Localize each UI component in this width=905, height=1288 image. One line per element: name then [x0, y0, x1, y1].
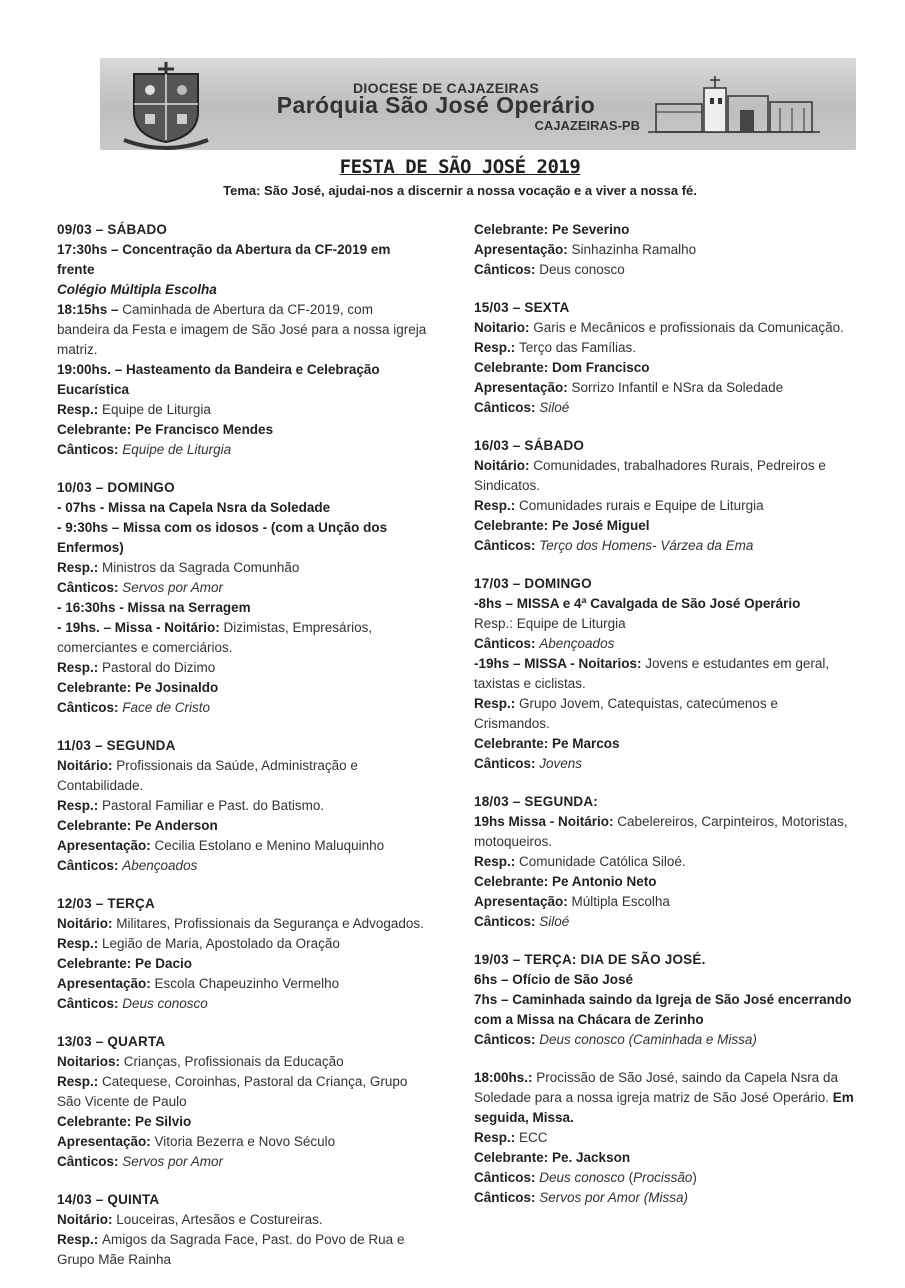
schedule-text: Resp.: — [57, 1074, 103, 1089]
schedule-line — [474, 1188, 854, 1208]
schedule-line — [57, 796, 427, 816]
schedule-text: Cânticos: — [474, 756, 540, 771]
schedule-text: Terço dos Homens- Várzea da Ema — [539, 538, 754, 553]
schedule-text: Terço das Famílias. — [519, 340, 637, 355]
day-heading: 17/03 – DOMINGO — [474, 576, 592, 591]
schedule-line — [57, 518, 427, 558]
schedule-line — [474, 1168, 854, 1188]
schedule-text: Cânticos: — [57, 996, 123, 1011]
schedule-text: Cânticos: — [474, 400, 540, 415]
schedule-text: Face de Cristo — [122, 700, 211, 715]
schedule-line — [474, 456, 854, 496]
schedule-text: Apresentação: — [474, 380, 572, 395]
schedule-text: Garis e Mecânicos e profissionais da Comunicação. — [533, 320, 844, 335]
schedule-text: Celebrante: Pe Severino — [474, 222, 630, 237]
schedule-line — [474, 378, 854, 398]
schedule-text: Celebrante: Pe Silvio — [57, 1114, 192, 1129]
day-heading: 14/03 – QUINTA — [57, 1192, 160, 1207]
day-block — [474, 1068, 854, 1208]
schedule-line — [474, 970, 854, 990]
schedule-text: - 16:30hs - Missa na Serragem — [57, 600, 251, 615]
schedule-text: Apresentação: — [57, 1134, 155, 1149]
day-block — [57, 1190, 427, 1270]
schedule-text: - 9:30hs – Missa com os idosos - (com a Unção dos Enfermos) — [57, 520, 388, 555]
schedule-line — [57, 1210, 427, 1230]
schedule-text: ) — [692, 1170, 697, 1185]
schedule-text: Sorrizo Infantil e NSra da Soledade — [571, 380, 784, 395]
schedule-text: 6hs – Ofício de São José — [474, 972, 634, 987]
schedule-text: Cânticos: — [474, 1170, 540, 1185]
schedule-line — [57, 914, 427, 934]
day-block — [57, 736, 427, 876]
schedule-text: Abençoados — [539, 636, 615, 651]
schedule-line — [57, 658, 427, 678]
schedule-line — [57, 1230, 427, 1270]
schedule-text: 18:00hs.: — [474, 1070, 537, 1085]
schedule-line — [474, 892, 854, 912]
schedule-text: 18:15hs – — [57, 302, 123, 317]
day-block — [57, 1032, 427, 1172]
schedule-line — [57, 240, 427, 280]
schedule-line — [474, 516, 854, 536]
schedule-text: Siloé — [539, 914, 570, 929]
schedule-line — [474, 872, 854, 892]
schedule-line — [474, 694, 854, 734]
schedule-text: -8hs – MISSA e 4ª Cavalgada de São José Operário — [474, 596, 801, 611]
schedule-line — [474, 812, 854, 852]
schedule-text: Servos por Amor — [122, 1154, 224, 1169]
schedule-text: 7hs – Caminhada saindo da Igreja de São José encerrando com a Missa na Chácara de Zerinho — [474, 992, 852, 1027]
schedule-text: Apresentação: — [474, 894, 572, 909]
schedule-text: Resp.: — [474, 340, 520, 355]
day-heading: 10/03 – DOMINGO — [57, 480, 175, 495]
schedule-text: Cânticos: — [57, 858, 123, 873]
schedule-line — [57, 856, 427, 876]
schedule-text: Celebrante: Pe. Jackson — [474, 1150, 631, 1165]
schedule-text: Legião de Maria, Apostolado da Oração — [102, 936, 340, 951]
schedule-line — [57, 1072, 427, 1112]
day-heading: 18/03 – SEGUNDA: — [474, 794, 598, 809]
schedule-line — [474, 912, 854, 932]
schedule-line — [57, 974, 427, 994]
day-heading: 13/03 – QUARTA — [57, 1034, 166, 1049]
parish-name: Paróquia São José Operário — [276, 92, 596, 118]
schedule-text: Noitário: — [57, 758, 117, 773]
schedule-text: Equipe de Liturgia — [102, 402, 211, 417]
day-heading: 15/03 – SEXTA — [474, 300, 570, 315]
schedule-text: Resp.: — [474, 696, 520, 711]
schedule-line — [474, 536, 854, 556]
schedule-text: ( — [624, 1170, 634, 1185]
schedule-line — [57, 836, 427, 856]
schedule-text: Celebrante: Pe José Miguel — [474, 518, 650, 533]
schedule-line — [474, 754, 854, 774]
schedule-text: Jovens e estudantes em geral, taxistas e ciclistas. — [474, 656, 830, 691]
schedule-text: Sinhazinha Ramalho — [571, 242, 697, 257]
schedule-line — [474, 614, 854, 634]
schedule-text: Resp.: — [57, 560, 103, 575]
schedule-text: Celebrante: Pe Anderson — [57, 818, 218, 833]
schedule-text: Celebrante: Pe Francisco Mendes — [57, 422, 274, 437]
schedule-line — [57, 678, 427, 698]
schedule-line — [474, 852, 854, 872]
schedule-text: Amigos da Sagrada Face, Past. do Povo de Rua e Grupo Mãe Rainha — [57, 1232, 405, 1267]
schedule-text: Servos por Amor — [122, 580, 224, 595]
schedule-text: Profissionais da Saúde, Administração e Contabilidade. — [57, 758, 358, 793]
schedule-line — [57, 400, 427, 420]
schedule-text: Cabelereiros, Carpinteiros, Motoristas, motoqueiros. — [474, 814, 848, 849]
day-block — [474, 436, 854, 556]
day-heading: 16/03 – SÁBADO — [474, 438, 585, 453]
day-block — [474, 574, 854, 774]
schedule-line — [57, 1112, 427, 1132]
schedule-text: Resp.: — [57, 402, 103, 417]
schedule-text: Celebrante: Dom Francisco — [474, 360, 650, 375]
schedule-text: Celebrante: Pe Dacio — [57, 956, 193, 971]
schedule-text: Resp.: — [474, 854, 520, 869]
schedule-text: Cânticos: — [57, 580, 123, 595]
schedule-text: 17:30hs – Concentração da Abertura da CF-2019 em frente — [57, 242, 391, 277]
schedule-text: Equipe de Liturgia — [122, 442, 232, 457]
day-heading: 09/03 – SÁBADO — [57, 222, 168, 237]
schedule-line — [57, 598, 427, 618]
schedule-line — [57, 756, 427, 796]
schedule-text: Vitoria Bezerra e Novo Século — [154, 1134, 336, 1149]
schedule-line — [57, 300, 427, 360]
schedule-line — [474, 734, 854, 754]
page-subtitle: Tema: São José, ajudai-nos a discernir a nossa vocação e a viver a nossa fé. — [223, 183, 697, 198]
schedule-line — [57, 578, 427, 598]
schedule-text: Abençoados — [122, 858, 198, 873]
schedule-text: Deus conosco — [539, 262, 625, 277]
schedule-text: Noitarios: — [57, 1054, 124, 1069]
schedule-text: Militares, Profissionais da Segurança e Advogados. — [116, 916, 424, 931]
schedule-line — [474, 496, 854, 516]
schedule-line — [57, 360, 427, 400]
schedule-text: Cânticos: — [474, 914, 540, 929]
schedule-text: Cânticos: — [474, 636, 540, 651]
schedule-line — [57, 618, 427, 658]
schedule-text: Catequese, Coroinhas, Pastoral da Criança, Grupo São Vicente de Paulo — [57, 1074, 408, 1109]
schedule-line — [57, 816, 427, 836]
schedule-text: Resp.: Equipe de Liturgia — [474, 616, 626, 631]
diocese-crest-icon — [118, 60, 214, 152]
schedule-line — [57, 440, 427, 460]
schedule-text: Cânticos: — [57, 1154, 123, 1169]
schedule-line — [57, 698, 427, 718]
schedule-text: Siloé — [539, 400, 570, 415]
schedule-text: Grupo Jovem, Catequistas, catecúmenos e Crismandos. — [474, 696, 778, 731]
schedule-text: Apresentação: — [57, 976, 155, 991]
schedule-text: Pastoral Familiar e Past. do Batismo. — [102, 798, 325, 813]
day-block — [474, 220, 854, 280]
schedule-text: Apresentação: — [474, 242, 572, 257]
schedule-text: Cânticos: — [474, 538, 540, 553]
schedule-text: Louceiras, Artesãos e Costureiras. — [116, 1212, 323, 1227]
schedule-line — [474, 1148, 854, 1168]
schedule-text: Celebrante: Pe Antonio Neto — [474, 874, 657, 889]
city-name: CAJAZEIRAS-PB — [534, 118, 640, 133]
schedule-line — [57, 280, 427, 300]
schedule-text: Escola Chapeuzinho Vermelho — [154, 976, 340, 991]
schedule-text: Em seguida, Missa. — [474, 1090, 854, 1125]
schedule-line — [57, 558, 427, 578]
schedule-text: Resp.: — [474, 1130, 520, 1145]
schedule-line — [474, 358, 854, 378]
schedule-text: 19hs Missa - Noitário: — [474, 814, 618, 829]
schedule-text: Cecilia Estolano e Menino Maluquinho — [154, 838, 385, 853]
schedule-line — [57, 1132, 427, 1152]
schedule-line — [474, 398, 854, 418]
schedule-text: Servos por Amor (Missa) — [539, 1190, 689, 1205]
schedule-text: Noitário: — [57, 1212, 117, 1227]
left-column — [57, 220, 427, 1288]
schedule-text: - 07hs - Missa na Capela Nsra da Soledade — [57, 500, 331, 515]
schedule-line — [57, 934, 427, 954]
schedule-text: Celebrante: Pe Marcos — [474, 736, 620, 751]
page-title: FESTA DE SÃO JOSÉ 2019 — [339, 156, 581, 178]
schedule-line — [57, 994, 427, 1014]
day-heading: 12/03 – TERÇA — [57, 896, 155, 911]
schedule-text: Celebrante: Pe Josinaldo — [57, 680, 219, 695]
schedule-text: Cânticos: — [57, 700, 123, 715]
schedule-text: Cânticos: — [474, 262, 540, 277]
schedule-line — [474, 594, 854, 614]
schedule-text: Cânticos: — [474, 1032, 540, 1047]
day-block — [474, 298, 854, 418]
schedule-text: Ministros da Sagrada Comunhão — [102, 560, 300, 575]
schedule-text: Dizimistas, Empresários, comerciantes e comerciários. — [57, 620, 373, 655]
schedule-text: Crianças, Profissionais da Educação — [123, 1054, 344, 1069]
church-building-icon — [648, 74, 820, 138]
schedule-text: Comunidade Católica Siloé. — [519, 854, 686, 869]
schedule-text: Resp.: — [57, 798, 103, 813]
schedule-text: Procissão de São José, saindo da Capela Nsra da Soledade para a nossa igreja matriz de São José Operário. — [474, 1070, 838, 1105]
schedule-line — [57, 420, 427, 440]
day-block — [57, 220, 427, 460]
right-column — [474, 220, 854, 1226]
schedule-text: Cânticos: — [474, 1190, 540, 1205]
schedule-text: Apresentação: — [57, 838, 155, 853]
schedule-text: Deus conosco (Caminhada e Missa) — [539, 1032, 757, 1047]
schedule-text: Cânticos: — [57, 442, 123, 457]
schedule-text: Resp.: — [57, 660, 103, 675]
schedule-line — [474, 634, 854, 654]
schedule-line — [57, 954, 427, 974]
day-block — [474, 792, 854, 932]
schedule-line — [474, 654, 854, 694]
day-block — [474, 950, 854, 1050]
schedule-text: Caminhada de Abertura da CF-2019, com bandeira da Festa e imagem de São José para a nossa igreja matriz. — [57, 302, 427, 357]
schedule-text: ECC — [519, 1130, 548, 1145]
schedule-text: Deus conosco — [122, 996, 208, 1011]
day-heading: 11/03 – SEGUNDA — [57, 738, 176, 753]
schedule-text: Comunidades, trabalhadores Rurais, Pedreiros e Sindicatos. — [474, 458, 826, 493]
schedule-line — [474, 260, 854, 280]
schedule-text: Jovens — [539, 756, 583, 771]
schedule-line — [57, 1152, 427, 1172]
schedule-text: Resp.: — [57, 936, 103, 951]
diocese-name: DIOCESE DE CAJAZEIRAS — [353, 80, 539, 96]
schedule-line — [57, 1052, 427, 1072]
day-heading: 19/03 – TERÇA: DIA DE SÃO JOSÉ. — [474, 952, 706, 967]
schedule-text: Pastoral do Dizimo — [102, 660, 216, 675]
day-block — [57, 478, 427, 718]
schedule-text: Noitário: — [474, 458, 534, 473]
schedule-line — [474, 1128, 854, 1148]
schedule-text: Noitário: — [57, 916, 117, 931]
schedule-line — [474, 1068, 854, 1128]
schedule-line — [474, 220, 854, 240]
schedule-text: - 19hs. – Missa - Noitário: — [57, 620, 224, 635]
schedule-line — [474, 318, 854, 338]
schedule-line — [474, 338, 854, 358]
schedule-text: 19:00hs. – Hasteamento da Bandeira e Celebração Eucarística — [57, 362, 380, 397]
schedule-line — [57, 498, 427, 518]
schedule-line — [474, 240, 854, 260]
schedule-text: Deus conosco — [539, 1170, 625, 1185]
schedule-text: Resp.: — [474, 498, 520, 513]
schedule-line — [474, 1030, 854, 1050]
schedule-text: Noitario: — [474, 320, 534, 335]
schedule-text: Procissão — [633, 1170, 693, 1185]
schedule-text: -19hs – MISSA - Noitarios: — [474, 656, 646, 671]
day-block — [57, 894, 427, 1014]
schedule-text: Colégio Múltipla Escolha — [57, 282, 217, 297]
schedule-line — [474, 990, 854, 1030]
schedule-text: Múltipla Escolha — [571, 894, 670, 909]
schedule-text: Resp.: — [57, 1232, 103, 1247]
schedule-text: Comunidades rurais e Equipe de Liturgia — [519, 498, 764, 513]
